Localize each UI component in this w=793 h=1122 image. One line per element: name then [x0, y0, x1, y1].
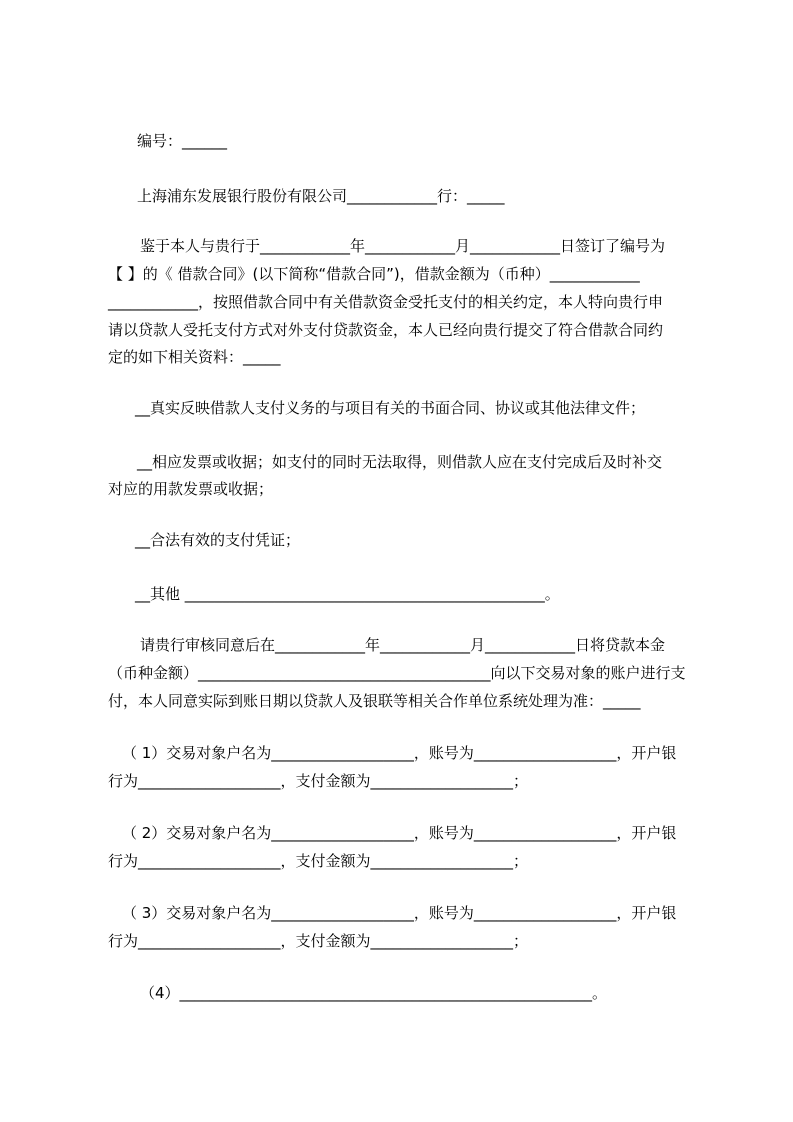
- contract-number-line: 编号：______: [137, 132, 228, 150]
- addressee-line: 上海浦东发展银行股份有限公司____________行：_____: [137, 187, 505, 205]
- payee-3-line-1: （ 3）交易对象户名为___________________，账号为___________________，开户银: [122, 904, 677, 922]
- request-line-3: 付，本人同意实际到账日期以贷款人及银联等相关合作单位系统处理为准：_____: [108, 692, 641, 710]
- material-item-other: __其他 ________________________________________________。: [135, 585, 560, 603]
- payee-3-line-2: 行为___________________，支付金额为___________________；: [108, 932, 529, 950]
- payee-1-line-2: 行为___________________，支付金额为___________________；: [108, 772, 529, 790]
- intro-line-4: 请以贷款人受托支付方式对外支付贷款资金，本人已经向贵行提交了符合借款合同约: [108, 321, 664, 339]
- intro-line-1: 鉴于本人与贵行于____________年____________月____________日签订了编号为: [140, 237, 666, 255]
- payee-4-line: （4）_______________________________________________________。: [140, 984, 608, 1002]
- material-item-voucher: __合法有效的支付凭证；: [135, 531, 301, 549]
- intro-line-5: 定的如下相关资料：_____: [108, 348, 281, 366]
- intro-line-2: 【 】的《 借款合同》(以下简称“借款合同”)，借款金额为（币种）____________: [108, 265, 640, 283]
- material-item-contract: __真实反映借款人支付义务的与项目有关的书面合同、协议或其他法律文件；: [135, 399, 646, 417]
- material-item-invoice-line-1: __相应发票或收据；如支付的同时无法取得，则借款人应在支付完成后及时补交: [137, 453, 663, 471]
- material-item-invoice-line-2: 对应的用款发票或收据；: [108, 480, 274, 498]
- payee-2-line-1: （ 2）交易对象户名为___________________，账号为___________________，开户银: [122, 824, 677, 842]
- request-line-1: 请贵行审核同意后在____________年____________月____________日将贷款本金: [140, 636, 666, 654]
- intro-line-3: ____________，按照借款合同中有关借款资金受托支付的相关约定，本人特向贵行申: [108, 293, 664, 311]
- payee-2-line-2: 行为___________________，支付金额为___________________；: [108, 852, 529, 870]
- payee-1-line-1: （ 1）交易对象户名为___________________，账号为___________________，开户银: [122, 744, 677, 762]
- request-line-2: （币种金额）_______________________________________向以下交易对象的账户进行支: [108, 664, 686, 682]
